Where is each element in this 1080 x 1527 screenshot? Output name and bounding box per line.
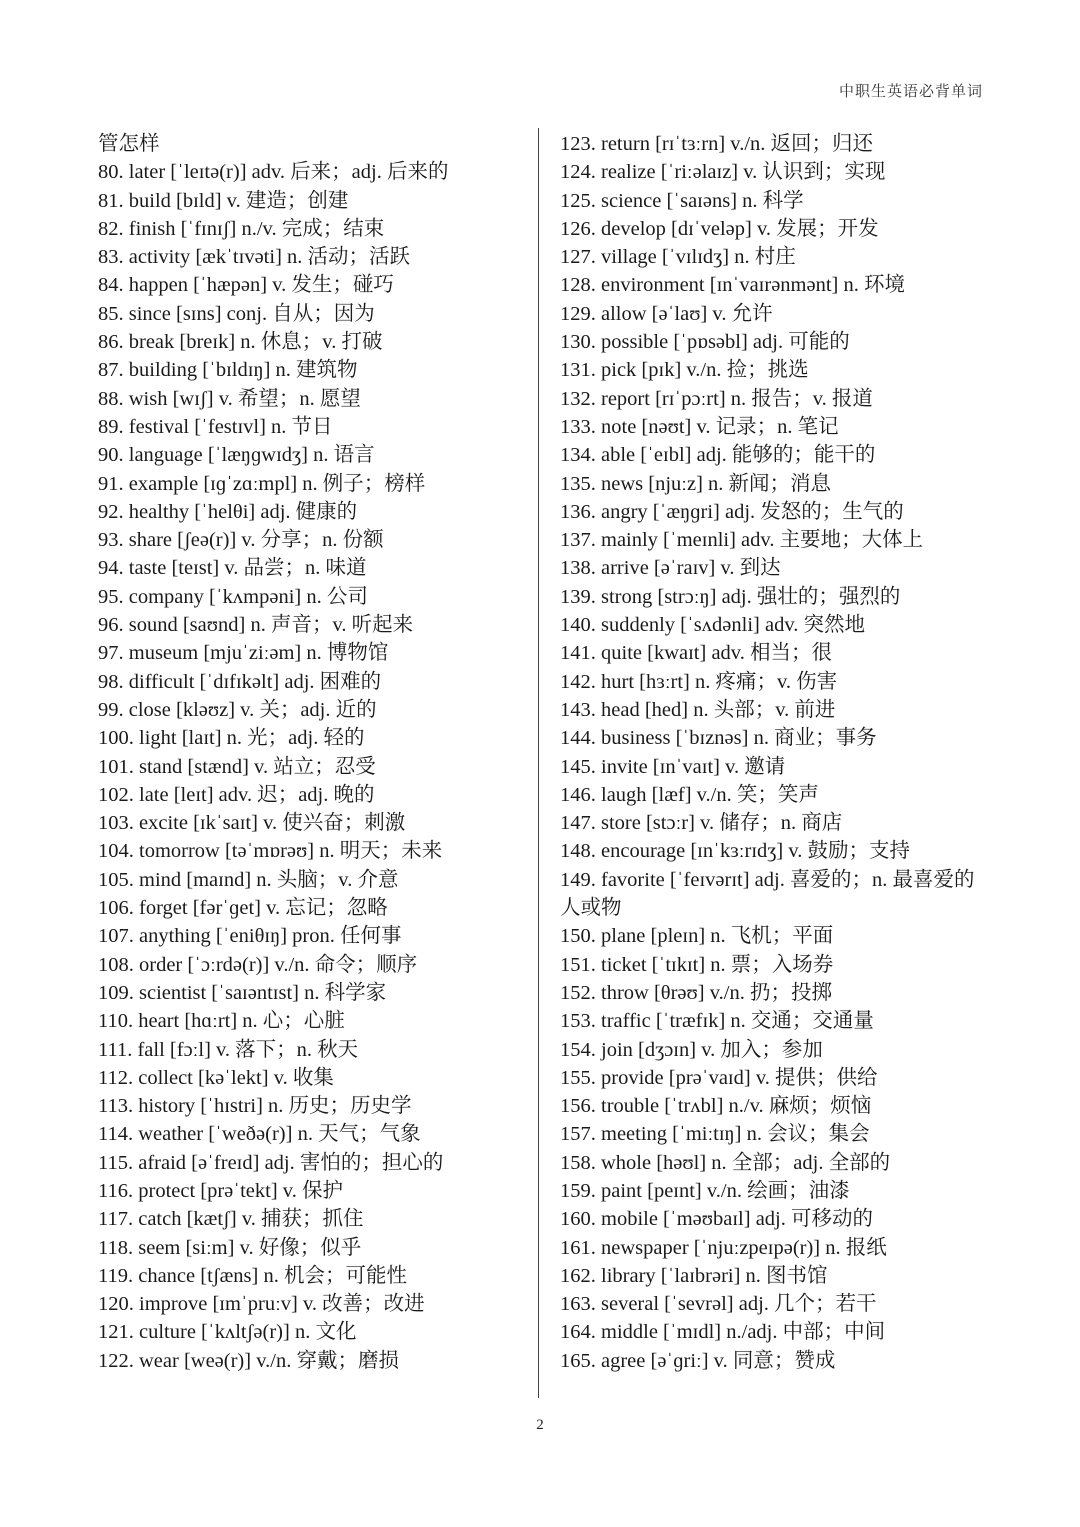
header-title: 中职生英语必背单词: [838, 82, 983, 100]
word-entry: 120. improve [ɪmˈpruːv] v. 改善；改进: [98, 1293, 425, 1316]
word-entry: 80. later [ˈleɪtə(r)] adv. 后来；adj. 后来的: [98, 161, 449, 184]
word-entry: 123. return [rɪˈtɜːrn] v./n. 返回；归还: [560, 133, 874, 155]
word-entry: 153. traffic [ˈtræfɪk] n. 交通；交通量: [560, 1010, 874, 1033]
word-entry: 102. late [leɪt] adv. 迟；adj. 晚的: [98, 783, 375, 806]
word-entry: 114. weather [ˈweðə(r)] n. 天气；气象: [98, 1123, 421, 1146]
word-entry: 137. mainly [ˈmeɪnli] adv. 主要地；大体上: [560, 529, 924, 552]
word-entry: 126. develop [dɪˈveləp] v. 发展；开发: [560, 217, 879, 240]
word-entry: 91. example [ɪɡˈzɑːmpl] n. 例子；榜样: [98, 472, 426, 495]
word-entry: 122. wear [weə(r)] v./n. 穿戴；磨损: [98, 1349, 399, 1372]
column-divider: [538, 128, 539, 1398]
word-entry: 110. heart [hɑːrt] n. 心；心脏: [98, 1010, 345, 1033]
word-entry: 142. hurt [hɜːrt] n. 疼痛；v. 伤害: [560, 670, 838, 693]
word-entry: 138. arrive [əˈraɪv] v. 到达: [560, 557, 781, 580]
word-entry: 83. activity [ækˈtɪvəti] n. 活动；活跃: [98, 246, 411, 269]
word-entry: 90. language [ˈlæŋɡwɪdʒ] n. 语言: [98, 444, 375, 467]
word-entry: 135. news [njuːz] n. 新闻；消息: [560, 472, 832, 495]
word-entry: 101. stand [stænd] v. 站立；忍受: [98, 755, 376, 778]
word-entry: 96. sound [saʊnd] n. 声音；v. 听起来: [98, 614, 414, 637]
word-entry: 84. happen [ˈhæpən] v. 发生；碰巧: [98, 274, 394, 297]
word-entry: 139. strong [strɔːŋ] adj. 强壮的；强烈的: [560, 585, 901, 608]
word-entry: 125. science [ˈsaɪəns] n. 科学: [560, 189, 804, 212]
word-entry: 81. build [bɪld] v. 建造；创建: [98, 189, 349, 212]
page-number: 2: [536, 1417, 544, 1433]
word-entry: 165. agree [əˈɡriː] v. 同意；赞成: [560, 1349, 836, 1372]
word-entry: 97. museum [mjuˈziːəm] n. 博物馆: [98, 642, 389, 665]
word-entry: 115. afraid [əˈfreɪd] adj. 害怕的；担心的: [98, 1151, 444, 1174]
word-entry: 87. building [ˈbɪldɪŋ] n. 建筑物: [98, 359, 358, 382]
word-entry: 164. middle [ˈmɪdl] n./adj. 中部；中间: [560, 1321, 886, 1344]
word-entry: 150. plane [pleɪn] n. 飞机；平面: [560, 925, 834, 948]
word-entry: 148. encourage [ɪnˈkɜːrɪdʒ] v. 鼓励；支持: [560, 840, 910, 863]
word-entry: 116. protect [prəˈtekt] v. 保护: [98, 1179, 343, 1202]
word-entry: 152. throw [θrəʊ] v./n. 扔；投掷: [560, 981, 832, 1004]
word-entry: 160. mobile [ˈməʊbaɪl] adj. 可移动的: [560, 1208, 873, 1231]
word-entry: 99. close [kləʊz] v. 关；adj. 近的: [98, 698, 377, 721]
word-entry: 113. history [ˈhɪstri] n. 历史；历史学: [98, 1095, 412, 1118]
word-entry: 112. collect [kəˈlekt] v. 收集: [98, 1066, 334, 1089]
word-entry: 130. possible [ˈpɒsəbl] adj. 可能的: [560, 331, 850, 354]
word-entry: 117. catch [kætʃ] v. 捕获；抓住: [98, 1208, 364, 1231]
word-entry: 103. excite [ɪkˈsaɪt] v. 使兴奋；刺激: [98, 812, 406, 835]
word-entry: 145. invite [ɪnˈvaɪt] v. 邀请: [560, 755, 786, 778]
word-entry: 86. break [breɪk] n. 休息；v. 打破: [98, 331, 383, 354]
word-entry: 156. trouble [ˈtrʌbl] n./v. 麻烦；烦恼: [560, 1095, 872, 1118]
word-entry: 128. environment [ɪnˈvaɪrənmənt] n. 环境: [560, 274, 905, 297]
word-entry: 136. angry [ˈæŋɡri] adj. 发怒的；生气的: [560, 500, 904, 523]
word-entry: 92. healthy [ˈhelθi] adj. 健康的: [98, 500, 358, 523]
word-entry: 144. business [ˈbɪznəs] n. 商业；事务: [560, 727, 877, 750]
right-word-column: [560, 130, 1000, 1375]
word-entry: 118. seem [siːm] v. 好像；似乎: [98, 1236, 362, 1259]
word-entry: 93. share [ʃeə(r)] v. 分享；n. 份额: [98, 529, 384, 552]
word-entry: 95. company [ˈkʌmpəni] n. 公司: [98, 585, 368, 608]
left-word-column: [98, 130, 528, 1375]
word-entry: 98. difficult [ˈdɪfɪkəlt] adj. 困难的: [98, 670, 382, 693]
word-entry: 管怎样: [98, 133, 160, 155]
word-entry: 151. ticket [ˈtɪkɪt] n. 票；入场券: [560, 953, 834, 976]
word-entry: 147. store [stɔːr] v. 储存；n. 商店: [560, 812, 843, 835]
word-entry: 154. join [dʒɔɪn] v. 加入；参加: [560, 1038, 823, 1061]
word-entry: 157. meeting [ˈmiːtɪŋ] n. 会议；集会: [560, 1123, 870, 1146]
word-entry: 129. allow [əˈlaʊ] v. 允许: [560, 302, 773, 325]
word-entry: 141. quite [kwaɪt] adv. 相当；很: [560, 642, 832, 665]
word-entry: 107. anything [ˈeniθɪŋ] pron. 任何事: [98, 925, 402, 948]
word-entry: 100. light [laɪt] n. 光；adj. 轻的: [98, 727, 365, 750]
word-entry: 163. several [ˈsevrəl] adj. 几个；若干: [560, 1293, 877, 1316]
word-entry: 131. pick [pɪk] v./n. 捡；挑选: [560, 359, 809, 382]
word-entry: 133. note [nəʊt] v. 记录；n. 笔记: [560, 415, 839, 438]
word-entry: 143. head [hed] n. 头部；v. 前进: [560, 698, 836, 721]
word-entry: 140. suddenly [ˈsʌdənli] adv. 突然地: [560, 614, 865, 637]
word-entry: 94. taste [teɪst] v. 品尝；n. 味道: [98, 557, 367, 580]
word-entry: 105. mind [maɪnd] n. 头脑；v. 介意: [98, 868, 399, 891]
word-entry: 121. culture [ˈkʌltʃə(r)] n. 文化: [98, 1321, 357, 1344]
word-entry: 88. wish [wɪʃ] v. 希望；n. 愿望: [98, 387, 361, 410]
word-entry: 124. realize [ˈriːəlaɪz] v. 认识到；实现: [560, 161, 886, 184]
word-entry: 85. since [sɪns] conj. 自从；因为: [98, 302, 375, 325]
word-entry: 155. provide [prəˈvaɪd] v. 提供；供给: [560, 1066, 878, 1089]
word-entry: 89. festival [ˈfestɪvl] n. 节日: [98, 415, 333, 438]
word-entry: 106. forget [fərˈɡet] v. 忘记；忽略: [98, 897, 388, 920]
word-entry: 149. favorite [ˈfeɪvərɪt] adj. 喜爱的；n. 最喜爱的人或物: [560, 868, 975, 920]
word-entry: 127. village [ˈvɪlɪdʒ] n. 村庄: [560, 246, 796, 269]
word-entry: 134. able [ˈeɪbl] adj. 能够的；能干的: [560, 444, 876, 467]
word-entry: 132. report [rɪˈpɔːrt] n. 报告；v. 报道: [560, 387, 873, 410]
word-entry: 159. paint [peɪnt] v./n. 绘画；油漆: [560, 1179, 850, 1202]
word-entry: 108. order [ˈɔːrdə(r)] v./n. 命令；顺序: [98, 953, 418, 976]
word-entry: 111. fall [fɔːl] v. 落下；n. 秋天: [98, 1038, 359, 1061]
word-entry: 158. whole [həʊl] n. 全部；adj. 全部的: [560, 1151, 891, 1174]
word-entry: 109. scientist [ˈsaɪəntɪst] n. 科学家: [98, 981, 387, 1004]
word-entry: 104. tomorrow [təˈmɒrəʊ] n. 明天；未来: [98, 840, 443, 863]
word-entry: 82. finish [ˈfɪnɪʃ] n./v. 完成；结束: [98, 217, 385, 240]
word-entry: 119. chance [tʃæns] n. 机会；可能性: [98, 1264, 407, 1287]
word-entry: 146. laugh [læf] v./n. 笑；笑声: [560, 783, 819, 806]
word-entry: 162. library [ˈlaɪbrəri] n. 图书馆: [560, 1264, 828, 1287]
word-entry: 161. newspaper [ˈnjuːzpeɪpə(r)] n. 报纸: [560, 1236, 887, 1259]
